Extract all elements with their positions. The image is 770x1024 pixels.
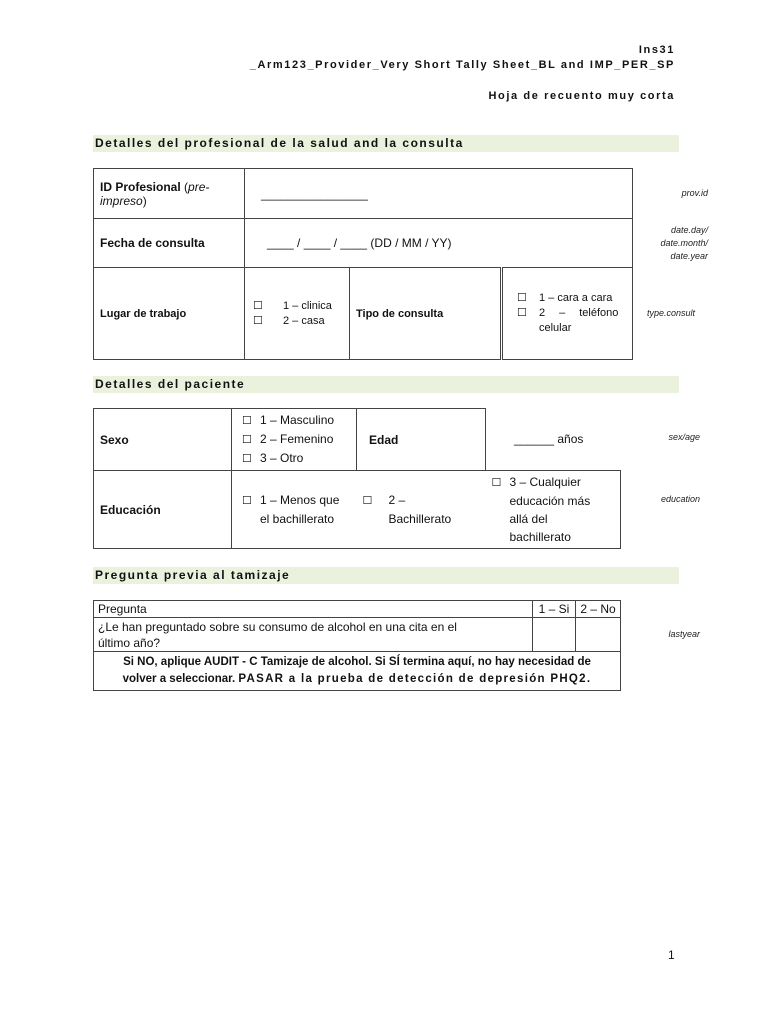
consult-option-phone[interactable]: ☐ 2 – teléfono <box>517 307 619 319</box>
checkbox-icon[interactable]: ☐ <box>242 453 252 465</box>
checkbox-icon[interactable]: ☐ <box>517 292 527 304</box>
section-heading-provider: Detalles del profesional de la salud and la consulta <box>93 135 679 152</box>
side-education: education <box>660 494 700 504</box>
consult-option-face[interactable]: ☐ 1 – cara a cara <box>517 292 613 304</box>
side-sex-age: sex/age <box>668 432 700 442</box>
checkbox-icon[interactable]: ☐ <box>517 307 527 319</box>
checkbox-icon[interactable]: ☐ <box>362 495 373 507</box>
age-field[interactable] <box>486 409 621 471</box>
checkbox-icon[interactable]: ☐ <box>242 415 252 427</box>
education-option-2[interactable]: ☐ 2 – Bachillerato <box>357 471 486 549</box>
checkbox-icon[interactable]: ☐ <box>253 299 263 312</box>
workplace-options <box>245 268 350 360</box>
form-code: Ins31 <box>638 44 675 56</box>
education-option-3[interactable]: ☐ 3 – Cualquier educación más allá del bachillerato <box>486 471 621 549</box>
col-no: 2 – No <box>576 601 621 618</box>
workplace-option-home[interactable]: ☐ 2 – casa <box>253 314 325 327</box>
patient-table <box>93 408 621 549</box>
provider-id-label: ID Profesional <box>100 179 181 194</box>
sex-label: Sexo <box>94 409 232 471</box>
side-lastyear: lastyear <box>668 629 700 639</box>
answer-yes-cell[interactable] <box>533 618 576 652</box>
checkbox-icon[interactable]: ☐ <box>242 434 252 446</box>
provider-table <box>93 168 633 360</box>
form-subtitle: _Arm123_Provider_Very Short Tally Sheet_BL and IMP_PER_SP <box>249 59 675 71</box>
side-type-consult: type.consult <box>646 308 695 318</box>
prescreen-table <box>93 600 621 691</box>
consult-type-label: Tipo de consulta <box>350 268 502 360</box>
question-text: ¿Le han preguntado sobre su consumo de alcohol en una cita en el último año? <box>94 618 533 652</box>
side-date: date.day/ date.month/ date.year <box>660 225 708 261</box>
side-prov-id: prov.id <box>681 188 708 198</box>
col-question: Pregunta <box>94 601 533 618</box>
section-heading-prescreen: Pregunta previa al tamizaje <box>93 567 679 584</box>
sex-options <box>232 409 357 471</box>
date-field[interactable] <box>245 219 633 268</box>
form-title: Hoja de recuento muy corta <box>488 90 675 102</box>
checkbox-icon[interactable]: ☐ <box>242 495 252 507</box>
sex-option-female[interactable]: ☐ 2 – Femenino <box>242 430 350 449</box>
provider-id-blank: ________________ <box>261 186 368 201</box>
provider-id-note2: impreso <box>100 193 143 208</box>
sex-option-male[interactable]: ☐ 1 – Masculino <box>242 411 350 430</box>
education-label: Educación <box>94 471 232 549</box>
instruction-note: Si NO, aplique AUDIT - C Tamizaje de alcohol. Si SÍ termina aquí, no hay necesidad de volver a seleccionar. PASAR a la prueba de detección de depresión PHQ2. <box>94 652 621 691</box>
checkbox-icon[interactable]: ☐ <box>491 477 502 489</box>
age-value: ______ años <box>514 432 584 447</box>
col-yes: 1 – Si <box>533 601 576 618</box>
answer-no-cell[interactable] <box>576 618 621 652</box>
age-label: Edad <box>357 409 486 471</box>
provider-id-cell: ID Profesional (pre- impreso) <box>94 169 245 219</box>
education-option-1[interactable]: ☐ 1 – Menos que el bachillerato <box>232 471 357 549</box>
date-label: Fecha de consulta <box>94 219 245 268</box>
workplace-label: Lugar de trabajo <box>94 268 245 360</box>
consult-option-phone-cont: celular <box>539 322 572 334</box>
consult-type-options <box>502 268 633 360</box>
sex-option-other[interactable]: ☐ 3 – Otro <box>242 449 350 468</box>
checkbox-icon[interactable]: ☐ <box>253 314 263 327</box>
provider-id-field[interactable] <box>245 169 633 219</box>
section-heading-patient: Detalles del paciente <box>93 376 679 393</box>
workplace-option-clinic[interactable]: ☐ 1 – clinica <box>253 299 332 312</box>
date-value: ____ / ____ / ____ (DD / MM / YY) <box>267 236 452 250</box>
page-number: 1 <box>668 948 675 962</box>
provider-id-note: pre- <box>188 179 210 194</box>
